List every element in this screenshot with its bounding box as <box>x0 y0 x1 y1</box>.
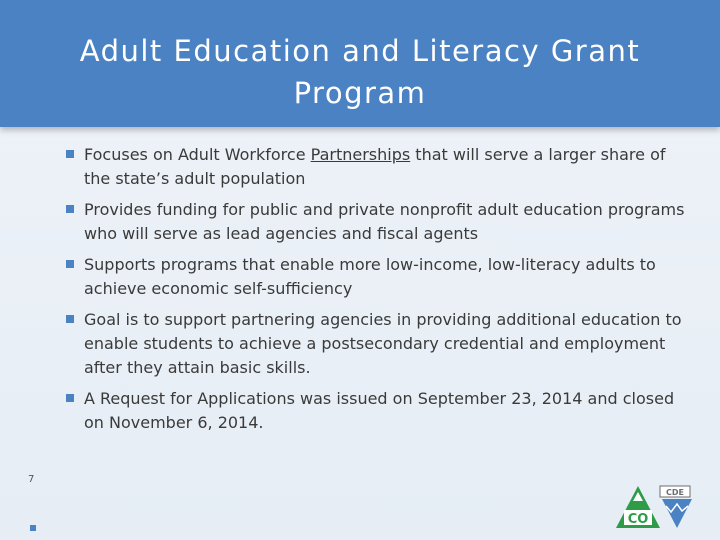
bullet-item <box>64 308 694 380</box>
bullet-text: Goal is to support partnering agencies in providing additional education to enable students to achieve a postsecondary credential and employment after they attain basic skills. <box>84 310 682 377</box>
partnerships-link[interactable]: Partnerships <box>310 145 411 164</box>
square-bullet-icon <box>66 205 74 213</box>
title-bar <box>0 0 720 127</box>
bullet-text: Provides funding for public and private nonprofit adult education programs who will serve as lead agencies and fiscal agents <box>84 200 685 243</box>
bullet-item <box>64 387 694 435</box>
cde-colorado-logo-icon <box>616 484 692 530</box>
square-bullet-icon <box>66 260 74 268</box>
square-bullet-icon <box>66 150 74 158</box>
page-number: 7 <box>28 474 35 485</box>
square-bullet-icon <box>66 394 74 402</box>
bullet-text: A Request for Applications was issued on September 23, 2014 and closed on November 6, 2014. <box>84 389 675 432</box>
corner-square-decoration <box>30 525 36 531</box>
bullet-item <box>64 253 694 301</box>
bullet-item <box>64 143 694 191</box>
bullet-item <box>64 198 694 246</box>
square-bullet-icon <box>66 315 74 323</box>
bullet-text: Focuses on Adult Workforce <box>84 145 311 164</box>
slide-title: Adult Education and Literacy Grant Program <box>79 34 641 110</box>
logo-co-text: CO <box>627 512 649 527</box>
bullet-list <box>64 143 694 442</box>
logo-cde-text: CDE <box>666 488 684 497</box>
bullet-text: Supports programs that enable more low-income, low-literacy adults to achieve economic self-sufficiency <box>84 255 656 298</box>
bullet-text: that will serve a larger share of the state’s adult population <box>84 145 666 188</box>
